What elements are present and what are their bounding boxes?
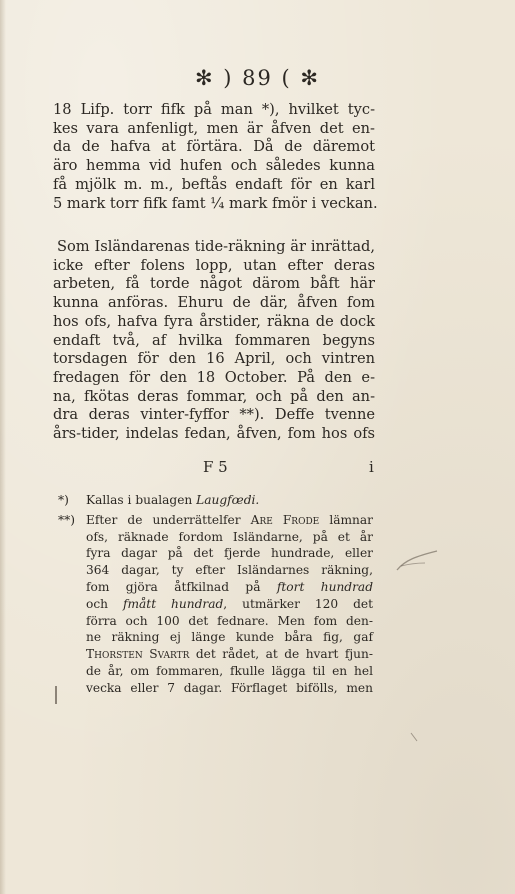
footnotes: [58, 492, 373, 697]
text-line: 18 Lifp. torr fifk på man *), hvilket tyc-: [53, 101, 375, 118]
signature-line: [0, 458, 515, 480]
footnote-2-line: [58, 512, 373, 529]
footnote-text: Efter de underrättelfer: [86, 512, 251, 527]
text-line: hos ofs, hafva fyra årstider, räkna de dock: [53, 312, 375, 330]
footnote-text: Kallas i bualagen: [86, 493, 197, 507]
text-line: dra deras vinter-fyffor **). Deffe tvenne: [53, 406, 375, 424]
text-line: års-tider, indelas fedan, åfven, fom hos ofs: [53, 425, 375, 443]
footnote-italic: Laugfœdi.: [196, 493, 260, 507]
text-line: da de hafva at förtära. Då de däremot: [53, 138, 375, 156]
catchword: i: [369, 458, 374, 476]
footnote-1: [58, 492, 373, 509]
footnote-2-line: [58, 529, 373, 546]
footnote-text: fyra dagar på det fjerde hundrade, eller: [86, 546, 373, 561]
footnote-italic: ftort hundrad: [276, 579, 373, 594]
footnote-text: lämnar: [319, 512, 373, 527]
footnote-text: ne räkning ej länge kunde båra fig, gaf: [86, 630, 373, 645]
footnote-marker: *): [58, 493, 69, 507]
margin-pencil-mark: [55, 686, 57, 704]
footnote-2-line: [58, 562, 373, 579]
text-line: arbeten, få torde något därom båft här: [53, 275, 375, 293]
page-gutter-shadow: [0, 0, 6, 894]
author-name: Thorsten Svartr: [86, 647, 190, 662]
text-line: endaft två, af hvilka fommaren begyns: [53, 331, 375, 349]
text-line: 5 mark torr fifk famt ¼ mark fmör i veckan.: [53, 194, 378, 212]
footnote-2-line: [58, 629, 373, 646]
footnote-text: det rådet, at de hvart fjun-: [189, 647, 373, 662]
footnote-2-line: [58, 663, 373, 680]
text-line: fredagen för den 18 October. På den e-: [53, 368, 375, 386]
text-line: kunna anföras. Ehuru de där, åfven fom: [53, 294, 375, 312]
author-name: Are Frode: [250, 512, 320, 527]
footnote-italic: fmått hundrad: [122, 596, 224, 611]
page-header: ✻ ) 89 ( ✻: [195, 66, 320, 90]
text-line: äro hemma vid hufen och således kunna: [53, 157, 375, 175]
footnote-text: ofs, räknade fordom Isländarne, på et år: [86, 529, 373, 544]
text-line: få mjölk m. m., beftås endaft för en karl: [53, 175, 375, 193]
footnote-text: vecka eller 7 dagar. Förflaget bifölls, men: [86, 680, 373, 695]
footnote-text: de år, om fommaren, fkulle lägga til en hel: [86, 663, 373, 678]
footnote-text: 364 dagar, ty efter Isländarnes räkning,: [86, 563, 373, 578]
text-line: Som Isländarenas tide-räkning är inrättad,: [57, 238, 375, 255]
paragraph-2: [53, 238, 375, 444]
footnote-text: och: [86, 596, 123, 611]
text-line: na, fkötas deras fommar, och på den an-: [53, 387, 375, 405]
footnote-2-line: [58, 613, 373, 630]
signature-mark: F 5: [203, 458, 228, 476]
footnote-text: , utmärker 120 det: [223, 596, 374, 611]
footnote-text: förra och 100 det fednare. Men fom den-: [86, 613, 373, 628]
text-line: icke efter folens lopp, utan efter deras: [53, 256, 375, 274]
footnote-text: fom gjöra åtfkilnad på: [86, 579, 277, 594]
footnote-2-line: [58, 646, 373, 663]
paragraph-1: [53, 101, 378, 213]
footnote-2-line: [58, 545, 373, 562]
footnote-2-line: [58, 680, 373, 697]
footnote-marker: **): [58, 512, 75, 527]
text-line: kes vara anfenligt, men är åfven det en-: [53, 119, 375, 137]
pencil-tick-icon: [410, 732, 418, 742]
footnote-2-line: [58, 596, 373, 613]
footnote-2-line: [58, 579, 373, 596]
pencil-annotation-icon: [395, 548, 439, 574]
text-line: torsdagen för den 16 April, och vintren: [53, 350, 375, 368]
